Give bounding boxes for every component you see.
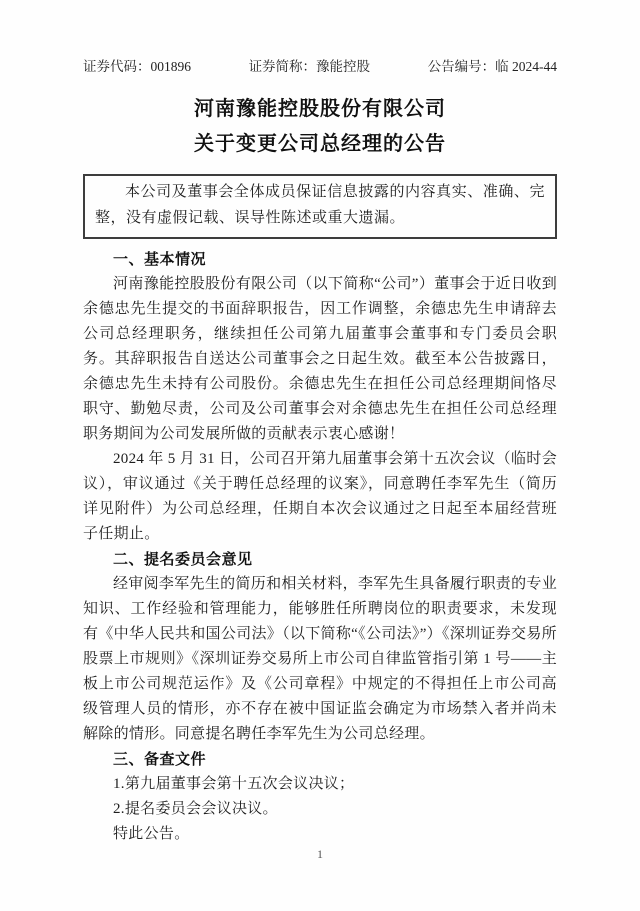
document-header bbox=[83, 58, 557, 76]
title-line-1: 河南豫能控股股份有限公司 bbox=[194, 98, 446, 120]
announcement-number: 公告编号：临 2024-44 bbox=[427, 59, 557, 74]
stock-name: 证券简称：豫能控股 bbox=[248, 59, 371, 74]
section-3-heading: 三、备查文件 bbox=[113, 751, 207, 768]
stock-code: 证券代码：001896 bbox=[83, 59, 191, 74]
closing-statement: 特此公告。 bbox=[113, 826, 190, 842]
page-number: 1 bbox=[317, 847, 323, 861]
section-2-heading: 二、提名委员会意见 bbox=[113, 551, 253, 568]
section-1-paragraph-2: 2024 年 5 月 31 日，公司召开第九届董事会第十五次会议（临时会议），审议通过《关于聘任总经理的议案》，同意聘任李军先生（简历详见附件）为公司总经理，任期自本次会议通过之日起至本届经营班子任期止。 bbox=[83, 451, 557, 542]
section-1-heading: 一、基本情况 bbox=[113, 251, 207, 268]
document-title bbox=[83, 92, 557, 162]
section-2-paragraph-1: 经审阅李军先生的简历和相关材料，李军先生具备履行职责的专业知识、工作经验和管理能力，能够胜任所聘岗位的职责要求，未发现有《中华人民共和国公司法》（以下简称“《公司法》”）《深圳证券交易所股票上市规则》《深圳证券交易所上市公司自律监管指引第 1 号——主板上市公司规范运作》及《公司章程》中规定的不得担任上市公司高级管理人员的情形，亦不存在被中国证监会确定为市场禁入者并尚未解除的情形。同意提名聘任李军先生为公司总经理。 bbox=[83, 576, 557, 742]
title-line-2: 关于变更公司总经理的公告 bbox=[194, 133, 446, 155]
disclaimer-box bbox=[83, 174, 557, 239]
document-body bbox=[83, 247, 557, 847]
disclaimer-text: 本公司及董事会全体成员保证信息披露的内容真实、准确、完整，没有虚假记载、误导性陈述或重大遗漏。 bbox=[95, 184, 545, 226]
backup-document-item-2: 2.提名委员会会议决议。 bbox=[113, 801, 278, 817]
section-1-paragraph-1: 河南豫能控股股份有限公司（以下简称“公司”）董事会于近日收到余德忠先生提交的书面辞职报告，因工作调整，余德忠先生申请辞去公司总经理职务，继续担任公司第九届董事会董事和专门委员会职务。其辞职报告自送达公司董事会之日起生效。截至本公告披露日，余德忠先生未持有公司股份。余德忠先生在担任公司总经理期间恪尽职守、勤勉尽责，公司及公司董事会对余德忠先生在担任公司总经理职务期间为公司发展所做的贡献表示衷心感谢！ bbox=[83, 276, 557, 442]
backup-document-item-1: 1.第九届董事会第十五次会议决议； bbox=[113, 776, 355, 792]
